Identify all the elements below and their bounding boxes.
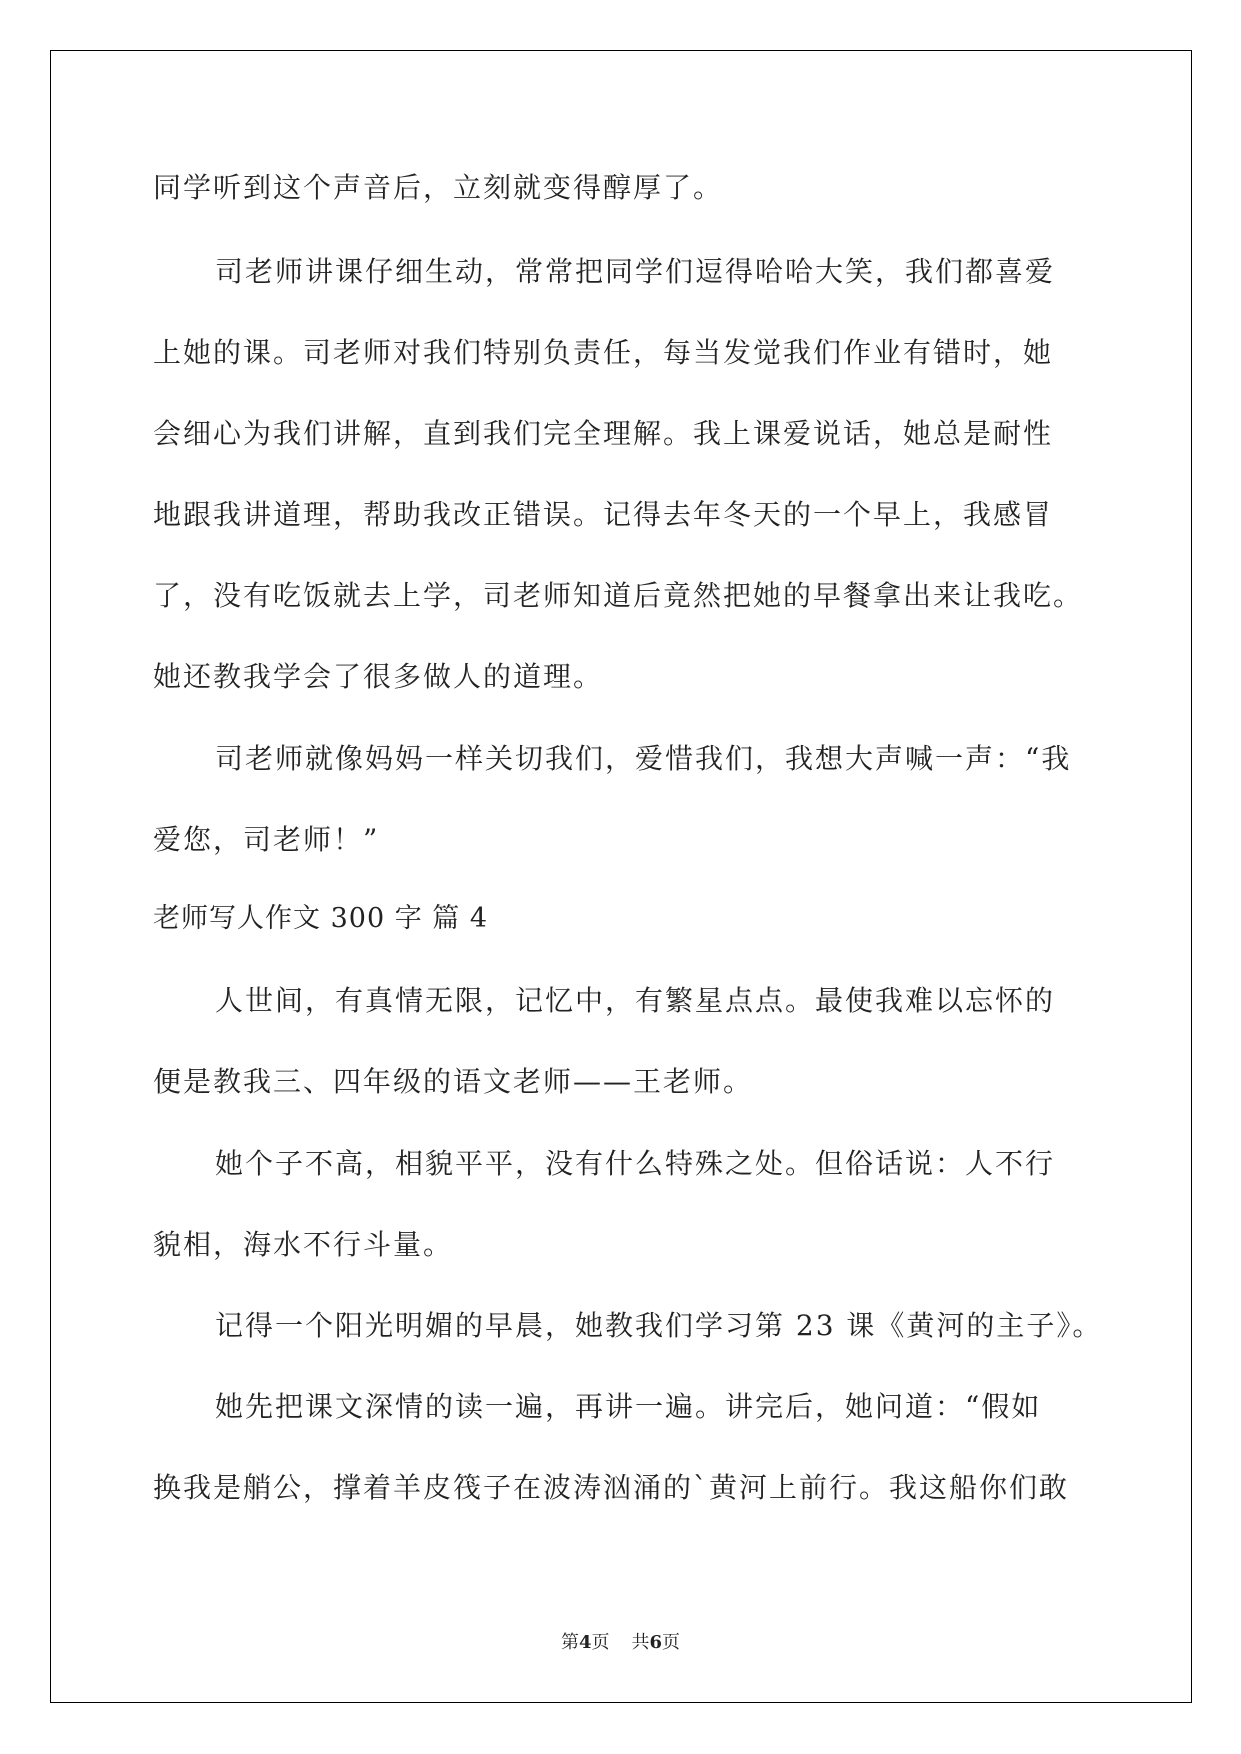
footer-total-prefix: 共 <box>631 1632 650 1653</box>
footer-total-pages: 6 <box>649 1632 663 1653</box>
page-border <box>50 50 1192 1703</box>
footer-page-unit: 页 <box>591 1632 610 1653</box>
body-line: 她个子不高，相貌平平，没有什么特殊之处。但俗话说：人不行 <box>215 1147 1056 1180</box>
body-line: 上她的课。司老师对我们特别负责任，每当发觉我们作业有错时，她 <box>153 336 1054 369</box>
body-line: 地跟我讲道理，帮助我改正错误。记得去年冬天的一个早上，我感冒 <box>153 498 1054 531</box>
body-line: 同学听到这个声音后，立刻就变得醇厚了。 <box>153 171 724 204</box>
section-heading: 老师写人作文 300 字 篇 4 <box>153 903 489 934</box>
body-line: 便是教我三、四年级的语文老师——王老师。 <box>153 1065 754 1098</box>
body-line: 她先把课文深情的读一遍，再讲一遍。讲完后，她问道：“假如 <box>215 1390 1042 1423</box>
footer-current-page: 4 <box>578 1632 592 1653</box>
body-line: 司老师讲课仔细生动，常常把同学们逗得哈哈大笑，我们都喜爱 <box>215 255 1056 288</box>
body-line: 貌相，海水不行斗量。 <box>153 1228 454 1261</box>
body-line: 她还教我学会了很多做人的道理。 <box>153 660 604 693</box>
body-line: 了，没有吃饭就去上学，司老师知道后竟然把她的早餐拿出来让我吃。 <box>153 579 1084 612</box>
body-line: 记得一个阳光明媚的早晨，她教我们学习第 23 课《黄河的主子》。 <box>215 1309 1103 1342</box>
footer-prefix: 第 <box>560 1632 579 1653</box>
body-line: 会细心为我们讲解，直到我们完全理解。我上课爱说话，她总是耐性 <box>153 417 1054 450</box>
body-line: 换我是艄公，撑着羊皮筏子在波涛汹涌的`黄河上前行。我这船你们敢 <box>153 1471 1070 1504</box>
page-footer <box>0 1628 1241 1654</box>
footer-total-unit: 页 <box>662 1632 681 1653</box>
body-line: 人世间，有真情无限，记忆中，有繁星点点。最使我难以忘怀的 <box>215 984 1056 1017</box>
body-line: 爱您，司老师！” <box>153 823 380 856</box>
body-line: 司老师就像妈妈一样关切我们，爱惜我们，我想大声喊一声：“我 <box>215 742 1072 775</box>
